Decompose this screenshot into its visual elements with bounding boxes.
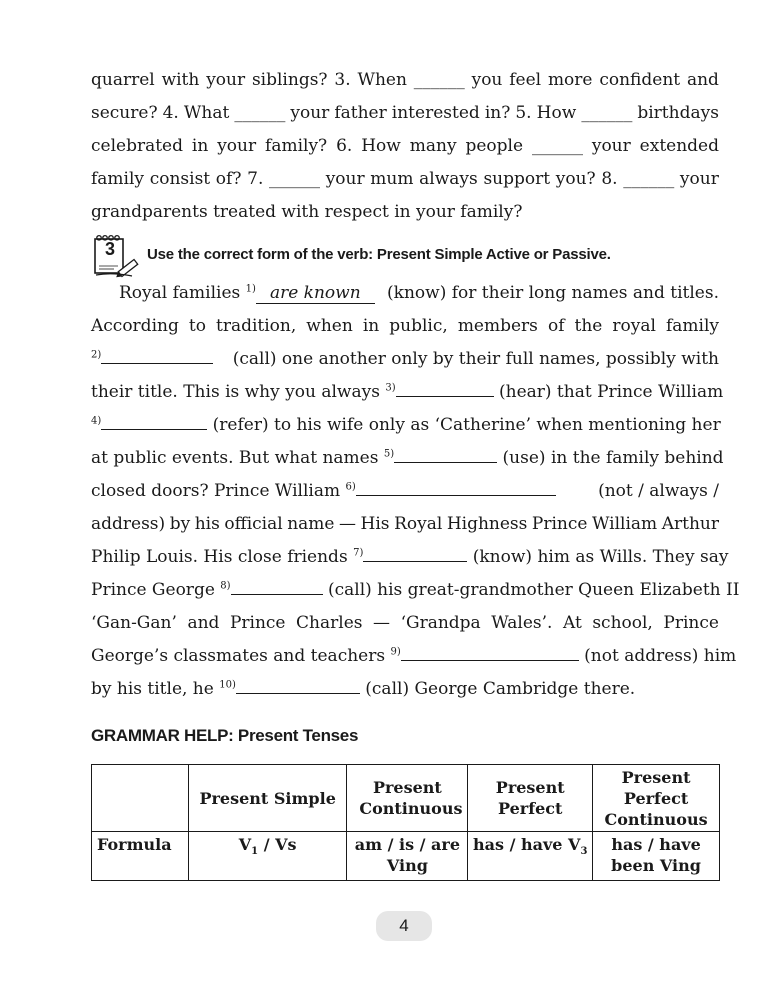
word: always bbox=[419, 169, 478, 189]
word: mum bbox=[370, 169, 414, 189]
text-segment bbox=[91, 409, 207, 442]
word: 3. bbox=[334, 70, 351, 90]
grammar-help-title: GRAMMAR HELP: Present Tenses bbox=[91, 726, 359, 745]
item-number: 3) bbox=[385, 382, 396, 394]
word: siblings? bbox=[251, 70, 328, 90]
text-segment bbox=[91, 541, 467, 574]
word: name bbox=[287, 514, 335, 534]
word: your bbox=[206, 70, 246, 90]
answer-blank-10[interactable] bbox=[236, 675, 360, 694]
word: According bbox=[91, 316, 179, 336]
text-segment bbox=[91, 574, 323, 607]
word: the bbox=[574, 316, 603, 336]
cell-present-simple bbox=[188, 832, 347, 881]
word: 4. bbox=[162, 103, 179, 123]
text-line bbox=[91, 673, 719, 706]
word: celebrated bbox=[91, 136, 183, 156]
formula-text: has / have been Ving bbox=[611, 835, 701, 875]
word: extended bbox=[639, 136, 719, 156]
answer-blank-5[interactable] bbox=[394, 444, 497, 463]
cell-present-continuous bbox=[347, 832, 468, 881]
text-segment bbox=[119, 277, 375, 310]
table-header-present-simple: Present Simple bbox=[188, 765, 347, 832]
word: At bbox=[562, 613, 582, 633]
word: family bbox=[91, 169, 145, 189]
word: Prince bbox=[229, 613, 286, 633]
exercise-paragraph bbox=[91, 277, 740, 706]
word: you bbox=[471, 70, 503, 90]
word: in bbox=[191, 136, 209, 156]
text: their title. This is why you always bbox=[91, 382, 386, 402]
text-line bbox=[91, 640, 737, 673]
formula-text: am / is / are Ving bbox=[354, 835, 461, 875]
formula-subscript: 3 bbox=[580, 846, 588, 858]
answer-blank-8[interactable] bbox=[231, 576, 323, 595]
text-segment: (call) one another only by their full names, possibly with bbox=[227, 349, 719, 369]
text-segment: (know) for their long names and titles. bbox=[381, 283, 719, 303]
word: When bbox=[357, 70, 407, 90]
text: Prince George bbox=[91, 580, 221, 600]
text-segment: (hear) that Prince William bbox=[493, 382, 724, 402]
word: Charles bbox=[296, 613, 363, 633]
table-header-row bbox=[92, 765, 720, 832]
word: support bbox=[483, 169, 551, 189]
text-line bbox=[91, 64, 719, 97]
answer-blank-3[interactable] bbox=[396, 378, 494, 397]
word: 8. bbox=[601, 169, 618, 189]
word: consist bbox=[149, 169, 211, 189]
word: official bbox=[224, 514, 283, 534]
word: tradition, bbox=[215, 316, 297, 336]
text: by his title, he bbox=[91, 679, 220, 699]
word: you? bbox=[555, 169, 596, 189]
text-segment: (not address) him bbox=[578, 646, 737, 666]
word: school, bbox=[592, 613, 653, 633]
page-number: 4 bbox=[376, 911, 432, 941]
word: Highness bbox=[446, 514, 528, 534]
table-header-present-continuous bbox=[347, 765, 468, 832]
word: your bbox=[325, 169, 365, 189]
text-segment bbox=[91, 343, 213, 376]
item-number: 5) bbox=[383, 448, 395, 460]
table-header-empty bbox=[92, 765, 189, 832]
word: William bbox=[591, 514, 658, 534]
word: secure? bbox=[91, 103, 158, 123]
text-segment bbox=[91, 442, 497, 475]
word: public, bbox=[389, 316, 448, 336]
word: with bbox=[161, 70, 200, 90]
text-segment: (refer) to his wife only as ‘Catherine’ when mentioning her bbox=[207, 415, 721, 435]
item-number: 10) bbox=[219, 679, 236, 691]
word: members bbox=[457, 316, 538, 336]
text-line: grandparents treated with respect in your family? bbox=[91, 202, 523, 222]
word: family? bbox=[265, 136, 328, 156]
blank[interactable]: ______ bbox=[623, 169, 675, 189]
blank[interactable]: ______ bbox=[269, 169, 321, 189]
word: 6. bbox=[336, 136, 353, 156]
text-line bbox=[91, 130, 719, 163]
text-segment: (know) him as Wills. They say bbox=[467, 547, 729, 567]
cell-present-perfect-continuous bbox=[593, 832, 720, 881]
text-line bbox=[91, 607, 719, 640]
blank[interactable]: ______ bbox=[413, 70, 465, 90]
word: Royal bbox=[394, 514, 443, 534]
word: Prince bbox=[531, 514, 588, 534]
word: How bbox=[361, 136, 401, 156]
blank[interactable]: ______ bbox=[531, 136, 583, 156]
table-row bbox=[92, 832, 720, 881]
word: 5. bbox=[515, 103, 532, 123]
word: your bbox=[591, 136, 631, 156]
header-text: Present Continuous bbox=[359, 778, 463, 818]
answer-blank-4[interactable] bbox=[101, 411, 207, 430]
word: ‘Gan-Gan’ bbox=[91, 613, 177, 633]
answer-blank-9[interactable] bbox=[401, 642, 579, 661]
word: address) bbox=[91, 514, 166, 534]
header-text: Present Perfect Continuous bbox=[604, 767, 708, 829]
grammar-table bbox=[91, 764, 720, 881]
text-line bbox=[91, 376, 724, 409]
word: birthdays bbox=[637, 103, 719, 123]
text: at public events. But what names bbox=[91, 448, 384, 468]
text-line bbox=[91, 163, 719, 196]
word: many bbox=[409, 136, 457, 156]
table-header-present-perfect-continuous bbox=[593, 765, 720, 832]
word: and bbox=[187, 613, 220, 633]
exercise-header bbox=[92, 236, 732, 278]
text-segment bbox=[91, 376, 494, 409]
text-line bbox=[91, 97, 719, 130]
text-line bbox=[91, 574, 740, 607]
formula-subscript: 1 bbox=[251, 846, 259, 858]
exercise-number: 3 bbox=[104, 239, 115, 259]
word: royal bbox=[612, 316, 656, 336]
word: — bbox=[373, 613, 391, 633]
text-line bbox=[91, 508, 719, 541]
word: your bbox=[679, 169, 719, 189]
answer-blank-7[interactable] bbox=[363, 543, 467, 562]
word: people bbox=[465, 136, 524, 156]
text-segment bbox=[91, 640, 579, 673]
formula-text: V bbox=[238, 835, 252, 854]
word: your bbox=[290, 103, 330, 123]
header-text: Present Perfect bbox=[495, 778, 565, 818]
item-number: 2) bbox=[91, 349, 102, 361]
text-line bbox=[91, 277, 719, 310]
word: father bbox=[334, 103, 387, 123]
word: of bbox=[547, 316, 565, 336]
item-number: 7) bbox=[353, 547, 364, 559]
text-segment: (call) his great-grandmother Queen Elizabeth II bbox=[322, 580, 740, 600]
text: Philip Louis. His close friends bbox=[91, 547, 354, 567]
answer-blank-2[interactable] bbox=[101, 345, 213, 364]
item-number: 9) bbox=[390, 646, 401, 658]
blank[interactable]: ______ bbox=[581, 103, 633, 123]
word: — bbox=[339, 514, 356, 534]
formula-text: has / have V bbox=[473, 835, 581, 854]
text-line bbox=[91, 409, 719, 442]
text-segment bbox=[91, 475, 556, 508]
text: closed doors? Prince William bbox=[91, 481, 346, 501]
word: when bbox=[306, 316, 353, 336]
table-header-present-perfect bbox=[468, 765, 593, 832]
word: Arthur bbox=[661, 514, 719, 534]
text-line bbox=[91, 442, 724, 475]
word: His bbox=[360, 514, 390, 534]
word: in bbox=[362, 316, 380, 336]
word: by bbox=[169, 514, 191, 534]
word: and bbox=[686, 70, 719, 90]
word: interested bbox=[391, 103, 480, 123]
word: his bbox=[194, 514, 220, 534]
text: (call) George Cambridge there. bbox=[359, 679, 636, 699]
item-number: 8) bbox=[220, 580, 231, 592]
word: of? bbox=[215, 169, 242, 189]
word: family bbox=[665, 316, 719, 336]
word: ‘Grandpa bbox=[400, 613, 481, 633]
word: in? bbox=[484, 103, 511, 123]
text: George’s classmates and teachers bbox=[91, 646, 391, 666]
word: 7. bbox=[247, 169, 264, 189]
formula-text: / Vs bbox=[258, 835, 297, 854]
text-line bbox=[91, 541, 729, 574]
word: Prince bbox=[663, 613, 719, 633]
text: Royal families bbox=[119, 283, 246, 303]
word: feel bbox=[509, 70, 542, 90]
item-number: 4) bbox=[91, 415, 102, 427]
word: your bbox=[217, 136, 257, 156]
word: Wales’. bbox=[491, 613, 553, 633]
example-answer[interactable]: are known bbox=[256, 283, 375, 304]
item-number: 1) bbox=[245, 283, 256, 295]
exercise-instruction: Use the correct form of the verb: Present Simple Active or Passive. bbox=[147, 246, 611, 263]
word: to bbox=[188, 316, 206, 336]
word: confident bbox=[599, 70, 681, 90]
answer-blank-6[interactable] bbox=[356, 477, 556, 496]
cell-present-perfect bbox=[468, 832, 593, 881]
word: more bbox=[547, 70, 593, 90]
row-label: Formula bbox=[92, 832, 189, 881]
text-line bbox=[91, 310, 719, 343]
text-line bbox=[91, 475, 719, 508]
item-number: 6) bbox=[345, 481, 356, 493]
word: quarrel bbox=[91, 70, 155, 90]
word: How bbox=[536, 103, 577, 123]
text-line bbox=[91, 343, 719, 376]
text-segment: (use) in the family behind bbox=[497, 448, 724, 468]
carryover-paragraph bbox=[91, 64, 719, 229]
word: What bbox=[183, 103, 230, 123]
text-segment: (not / always / bbox=[592, 481, 719, 501]
blank[interactable]: ______ bbox=[234, 103, 286, 123]
